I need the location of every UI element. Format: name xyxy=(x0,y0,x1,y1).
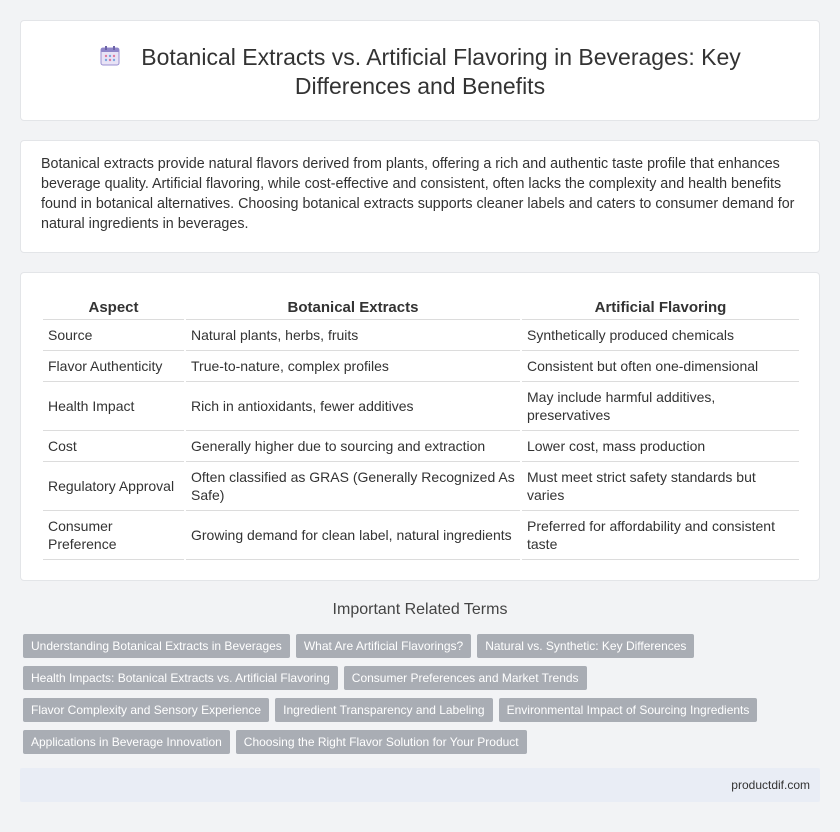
table-row xyxy=(43,431,799,462)
cell-artificial: Synthetically produced chemicals xyxy=(521,320,799,351)
related-terms-title: Important Related Terms xyxy=(332,601,508,618)
comparison-table xyxy=(43,296,799,560)
table-header-row xyxy=(43,296,799,320)
title-line-1: Botanical Extracts vs. Artificial Flavoring in Beverages: Key xyxy=(141,44,741,70)
related-terms-list xyxy=(23,634,823,762)
related-term-link[interactable]: Consumer Preferences and Market Trends xyxy=(344,666,587,690)
table-row xyxy=(43,320,799,351)
cell-aspect: Cost xyxy=(43,431,185,462)
table-row xyxy=(43,511,799,560)
related-term-link[interactable]: Choosing the Right Flavor Solution for Your Product xyxy=(236,730,527,754)
cell-botanical: Generally higher due to sourcing and extraction xyxy=(185,431,521,462)
header-aspect: Aspect xyxy=(88,299,139,316)
related-term-link[interactable]: Applications in Beverage Innovation xyxy=(23,730,230,754)
cell-aspect: Flavor Authenticity xyxy=(43,351,185,382)
cell-botanical: Natural plants, herbs, fruits xyxy=(185,320,521,351)
related-term-link[interactable]: Natural vs. Synthetic: Key Differences xyxy=(477,634,694,658)
table-row xyxy=(43,382,799,431)
comparison-card xyxy=(20,272,820,581)
page-title xyxy=(99,43,741,101)
footer xyxy=(20,768,820,802)
cell-artificial: Preferred for affordability and consistent taste xyxy=(521,511,799,560)
summary-card xyxy=(20,140,820,253)
cell-aspect: Consumer Preference xyxy=(43,511,185,560)
cell-botanical: Rich in antioxidants, fewer additives xyxy=(185,382,521,431)
calendar-icon xyxy=(99,45,121,67)
title-line-2: Differences and Benefits xyxy=(294,73,546,99)
related-term-link[interactable]: What Are Artificial Flavorings? xyxy=(296,634,471,658)
header-card xyxy=(20,20,820,121)
cell-artificial: Lower cost, mass production xyxy=(521,431,799,462)
header-botanical: Botanical Extracts xyxy=(185,296,521,320)
summary-text: Botanical extracts provide natural flavors derived from plants, offering a rich and authentic taste profile that enhances beverage quality. Artificial flavoring, while cost-effective and consistent, often lacks the complexity and health benefits found in botanical alternatives. Choosing botanical extracts supports cleaner labels and caters to consumer demand for natural ingredients in beverages. xyxy=(41,156,795,232)
related-term-link[interactable]: Understanding Botanical Extracts in Beverages xyxy=(23,634,290,658)
related-term-link[interactable]: Ingredient Transparency and Labeling xyxy=(275,698,492,722)
cell-artificial: Must meet strict safety standards but varies xyxy=(521,462,799,511)
cell-botanical: Often classified as GRAS (Generally Recognized As Safe) xyxy=(185,462,521,511)
cell-aspect: Health Impact xyxy=(43,382,185,431)
cell-botanical: True-to-nature, complex profiles xyxy=(185,351,521,382)
related-term-link[interactable]: Health Impacts: Botanical Extracts vs. Artificial Flavoring xyxy=(23,666,338,690)
table-row xyxy=(43,351,799,382)
header-artificial: Artificial Flavoring xyxy=(521,296,799,320)
cell-botanical: Growing demand for clean label, natural ingredients xyxy=(185,511,521,560)
related-term-link[interactable]: Flavor Complexity and Sensory Experience xyxy=(23,698,269,722)
cell-aspect: Regulatory Approval xyxy=(43,462,185,511)
related-term-link[interactable]: Environmental Impact of Sourcing Ingredients xyxy=(499,698,758,722)
cell-artificial: Consistent but often one-dimensional xyxy=(521,351,799,382)
footer-site-link[interactable]: productdif.com xyxy=(731,778,810,792)
cell-aspect: Source xyxy=(43,320,185,351)
cell-artificial: May include harmful additives, preservatives xyxy=(521,382,799,431)
table-row xyxy=(43,462,799,511)
